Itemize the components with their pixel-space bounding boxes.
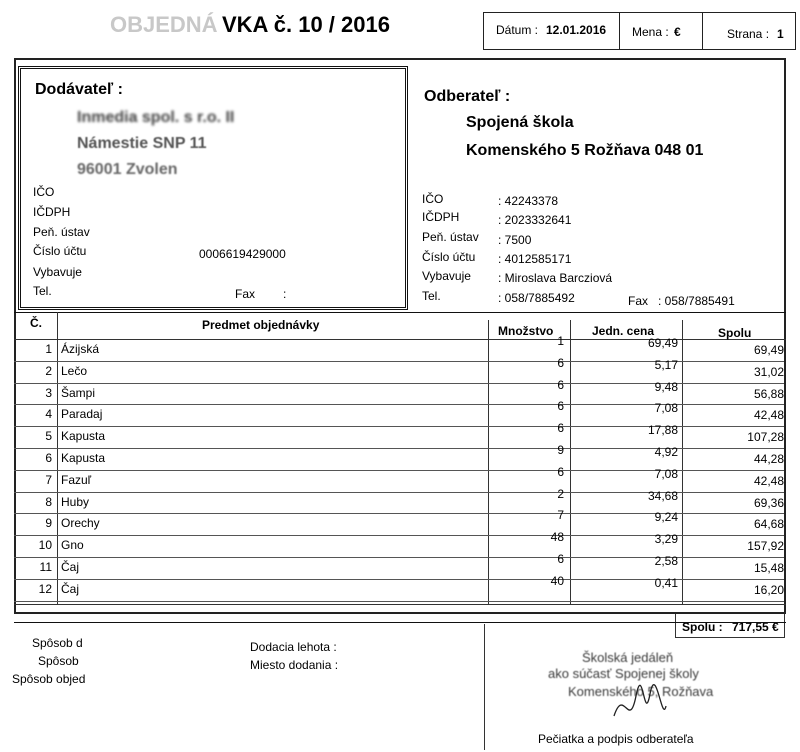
row-item: Ázijská <box>61 342 100 356</box>
row-qty: 6 <box>557 355 564 370</box>
currency-label: Mena : <box>632 25 669 39</box>
row-unit-price: 7,08 <box>654 401 678 416</box>
row-number: 7 <box>45 472 52 487</box>
buyer-bank-value: : 7500 <box>498 233 532 247</box>
sum-line <box>14 604 786 605</box>
row-unit-price: 9,24 <box>654 510 678 525</box>
stamp-line-3: Komenského 5, Rožňava <box>568 684 714 699</box>
row-item: Lečo <box>61 363 88 378</box>
buyer-ico-label: IČO <box>422 192 444 206</box>
row-total: 157,92 <box>747 539 784 554</box>
page-box <box>702 12 796 50</box>
footer-label-2: Spôsob <box>38 654 79 668</box>
supplier-name: Inmedia spol. s r.o. II <box>77 109 235 126</box>
buyer-tel-value: : 058/7885492 <box>498 291 575 305</box>
row-qty: 2 <box>557 486 564 501</box>
row-item: Fazuľ <box>61 472 92 487</box>
signature-label: Pečiatka a podpis odberateľa <box>538 732 694 746</box>
date-label: Dátum : <box>496 23 539 37</box>
row-number: 3 <box>45 385 52 400</box>
row-number: 8 <box>45 494 52 509</box>
buyer-name: Spojená škola <box>466 114 574 131</box>
row-total: 107,28 <box>747 430 784 445</box>
row-total: 16,20 <box>753 582 784 597</box>
row-number: 10 <box>38 538 52 553</box>
row-qty: 6 <box>557 464 564 479</box>
buyer-account-label: Číslo účtu <box>422 250 476 264</box>
row-qty: 6 <box>557 399 564 414</box>
buyer-fax-label: Fax <box>628 294 649 308</box>
row-unit-price: 17,88 <box>647 423 678 438</box>
row-qty: 6 <box>557 552 564 566</box>
row-total: 69,49 <box>753 343 784 357</box>
row-number: 11 <box>39 560 52 574</box>
supplier-icdph-label: IČDPH <box>33 205 71 219</box>
row-qty: 9 <box>557 443 564 457</box>
row-qty: 40 <box>550 573 564 588</box>
row-item: Orechy <box>61 516 100 531</box>
supplier-ico-label: IČO <box>33 185 55 199</box>
currency-value: € <box>674 25 681 39</box>
row-unit-price: 7,08 <box>654 466 678 481</box>
row-unit-price: 9,48 <box>654 379 678 394</box>
row-item: Paradaj <box>61 407 103 422</box>
row-qty: 7 <box>557 508 564 523</box>
row-number: 4 <box>45 407 52 422</box>
row-number: 5 <box>45 429 52 444</box>
buyer-icdph-label: IČDPH <box>422 210 460 224</box>
row-total: 56,88 <box>753 386 784 401</box>
row-unit-price: 4,92 <box>654 445 678 459</box>
delivery-time-label: Dodacia lehota : <box>250 640 337 654</box>
stamp-area <box>484 624 485 750</box>
row-unit-price: 69,49 <box>647 336 678 350</box>
row-qty: 48 <box>550 530 564 545</box>
row-item: Čaj <box>61 581 80 596</box>
order-title: VKA č. 10 / 2016 <box>222 12 390 37</box>
supplier-fax-label: Fax <box>235 287 256 301</box>
supplier-box <box>18 66 408 310</box>
row-unit-price: 34,68 <box>647 488 678 503</box>
buyer-box <box>410 70 784 310</box>
supplier-account-value: 0006619429000 <box>199 247 286 261</box>
row-number: 9 <box>45 516 52 531</box>
buyer-tel-label: Tel. <box>422 289 441 303</box>
row-item: Šampi <box>61 385 96 400</box>
row-number: 12 <box>38 581 52 596</box>
signature-icon <box>604 676 674 736</box>
row-total: 42,48 <box>753 473 784 488</box>
row-total: 44,28 <box>753 452 784 466</box>
title-faint: OBJEDNÁ <box>110 12 218 37</box>
table-row <box>14 573 784 602</box>
supplier-handler-label: Vybavuje <box>33 265 82 279</box>
row-number: 2 <box>45 363 52 378</box>
stamp-line-1: Školská jedáleň <box>582 650 674 665</box>
delivery-place-label: Miesto dodania : <box>250 658 339 672</box>
buyer-bank-label: Peň. ústav <box>422 230 479 244</box>
supplier-street: Námestie SNP 11 <box>77 135 207 152</box>
row-item: Kapusta <box>61 429 106 444</box>
row-total: 31,02 <box>753 364 784 379</box>
footer-label-1: Spôsob d <box>32 636 83 650</box>
header-unit: Jedn. cena <box>592 324 655 338</box>
row-number: 1 <box>45 342 52 356</box>
buyer-account-value: : 4012585171 <box>498 252 572 266</box>
row-unit-price: 0,41 <box>654 575 678 590</box>
row-unit-price: 3,29 <box>654 532 678 547</box>
date-box <box>483 12 620 50</box>
header-qty: Množstvo <box>498 324 554 338</box>
header-no: Č. <box>30 316 42 330</box>
row-item: Huby <box>61 494 90 509</box>
buyer-heading: Odberateľ : <box>424 88 511 105</box>
page-value: 1 <box>777 27 784 41</box>
row-item: Gno <box>61 538 84 553</box>
buyer-icdph-value: : 2023332641 <box>498 213 572 227</box>
row-total: 64,68 <box>753 517 784 532</box>
footer-label-3: Spôsob objed <box>12 672 86 686</box>
row-item: Kapusta <box>61 451 106 465</box>
header-item: Predmet objednávky <box>202 318 320 332</box>
supplier-fax-colon: : <box>283 287 287 301</box>
currency-box <box>619 12 703 50</box>
supplier-heading: Dodávateľ : <box>35 81 123 98</box>
supplier-tel-label: Tel. <box>33 284 52 298</box>
stamp-line-2: ako súčasť Spojenej školy <box>548 666 699 681</box>
page-label: Strana : <box>727 27 770 41</box>
header-total: Spolu <box>718 326 752 340</box>
row-total: 15,48 <box>753 561 784 575</box>
row-qty: 1 <box>557 334 564 348</box>
row-item: Čaj <box>61 560 80 574</box>
buyer-ico-value: : 42243378 <box>498 194 559 208</box>
supplier-city: 96001 Zvolen <box>77 161 178 178</box>
buyer-handler-label: Vybavuje <box>422 269 471 283</box>
buyer-address: Komenského 5 Rožňava 048 01 <box>466 142 704 159</box>
row-qty: 6 <box>557 421 564 436</box>
date-value: 12.01.2016 <box>546 23 607 37</box>
sum-label: Spolu : <box>682 620 723 634</box>
row-unit-price: 5,17 <box>654 357 678 372</box>
row-total: 69,36 <box>753 495 784 510</box>
row-qty: 6 <box>557 377 564 392</box>
row-number: 6 <box>45 451 52 465</box>
supplier-account-label: Číslo účtu <box>33 244 87 258</box>
row-unit-price: 2,58 <box>654 554 678 568</box>
buyer-fax-value: : 058/7885491 <box>658 294 735 308</box>
buyer-handler-value: : Miroslava Barcziová <box>498 271 613 285</box>
supplier-bank-label: Peň. ústav <box>33 225 90 239</box>
row-total: 42,48 <box>753 408 784 423</box>
sum-value: 717,55 € <box>732 620 779 634</box>
